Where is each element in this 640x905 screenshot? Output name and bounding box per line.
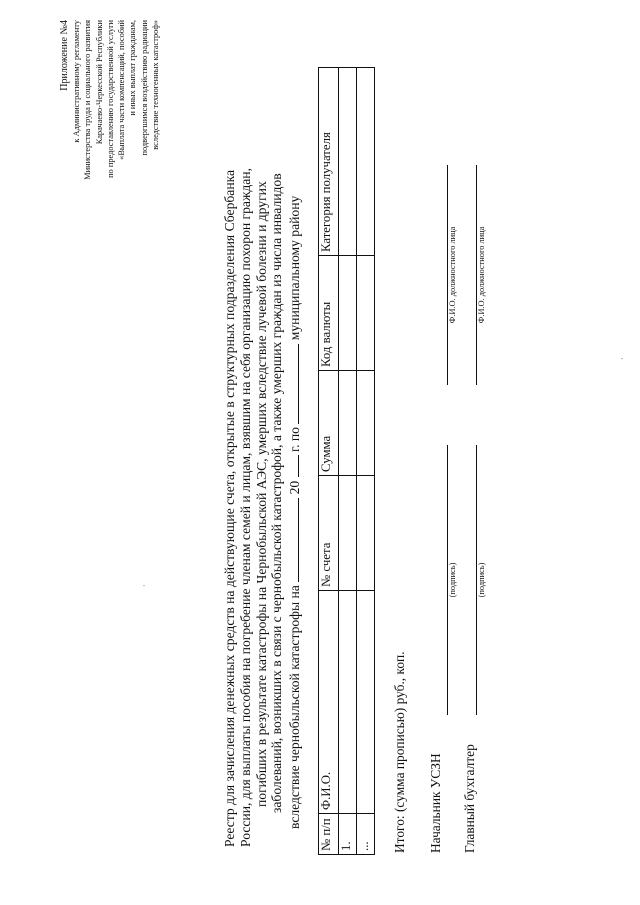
accountant-signature-caption: (подпись) bbox=[477, 562, 486, 598]
column-header: № счета bbox=[319, 476, 339, 591]
head-signature-caption: (подпись) bbox=[448, 562, 457, 598]
head-uszn-label: Начальник УСЗН bbox=[428, 753, 443, 853]
heading-line-period bbox=[285, 7, 303, 847]
table-row bbox=[339, 68, 357, 855]
table-cell bbox=[357, 371, 375, 476]
table-cell bbox=[339, 68, 357, 256]
appendix-line: «Выплата части компенсаций, пособий bbox=[117, 20, 127, 160]
date-blank bbox=[285, 498, 299, 582]
appendix-line: и иных выплат гражданам, bbox=[128, 20, 138, 116]
scan-speck: · bbox=[140, 584, 149, 587]
column-header: Код валюты bbox=[319, 256, 339, 371]
column-header: Ф.И.О. bbox=[319, 591, 339, 814]
table-cell bbox=[357, 68, 375, 256]
appendix-block bbox=[58, 20, 161, 205]
heading-text: 20 bbox=[287, 480, 303, 495]
chief-accountant-label: Главный бухгалтер bbox=[462, 744, 477, 853]
table-header-row bbox=[319, 68, 339, 855]
heading-text: муниципальному району bbox=[287, 195, 303, 341]
table-row bbox=[357, 68, 375, 855]
column-header: № п/п bbox=[319, 814, 339, 855]
register-table bbox=[318, 67, 375, 855]
table-cell bbox=[339, 371, 357, 476]
table-cell bbox=[339, 591, 357, 814]
appendix-line: Министерства труда и социального развития bbox=[83, 20, 93, 180]
appendix-number: Приложение №4 bbox=[59, 20, 70, 91]
head-name-caption: Ф.И.О. должностного лица bbox=[448, 226, 457, 324]
total-line: Итого: (сумма прописью) руб., коп. bbox=[392, 651, 407, 853]
table-cell bbox=[339, 256, 357, 371]
appendix-line: подвергшимся воздействию радиации bbox=[139, 20, 149, 156]
date-blank bbox=[285, 344, 299, 424]
register-heading bbox=[222, 7, 303, 847]
table-cell bbox=[357, 591, 375, 814]
column-header: Сумма bbox=[319, 371, 339, 476]
table-cell bbox=[339, 476, 357, 591]
appendix-line: Карачаево-Черкесской Республики bbox=[94, 20, 104, 145]
table-cell bbox=[357, 256, 375, 371]
year-blank bbox=[285, 455, 299, 477]
heading-line: России, для выплаты пособия на погребение членам семей и лицам, взявшим на себя организацию похорон граждан, bbox=[237, 168, 253, 847]
appendix-line: к Административному регламенту bbox=[72, 20, 81, 143]
table-cell: ... bbox=[357, 814, 375, 855]
appendix-line: вследствие техногенных катастроф» bbox=[151, 20, 161, 150]
appendix-line: по предоставлению государственной услуги bbox=[105, 20, 115, 178]
accountant-name-caption: Ф.И.О. должностного лица bbox=[477, 226, 486, 324]
heading-text: г. по bbox=[287, 427, 303, 452]
heading-line: заболеваний, возникших в связи с чернобыльской катастрофой, а также умерших граждан из числа инвалидов bbox=[269, 173, 285, 813]
scan-speck: · bbox=[618, 357, 627, 360]
table-cell: 1. bbox=[339, 814, 357, 855]
heading-text: вследствие чернобыльской катастрофы на bbox=[287, 585, 303, 829]
table-cell bbox=[357, 476, 375, 591]
heading-line: погибших в результате катастрофы на Чернобыльской АЭС, умерших вследствие лучевой болезни и других bbox=[253, 181, 269, 807]
column-header: Категория получателя bbox=[319, 68, 339, 256]
heading-line: Реестр для зачисления денежных средств на действующие счета, открытые в структурных подразделения Сбербанка bbox=[222, 169, 237, 847]
